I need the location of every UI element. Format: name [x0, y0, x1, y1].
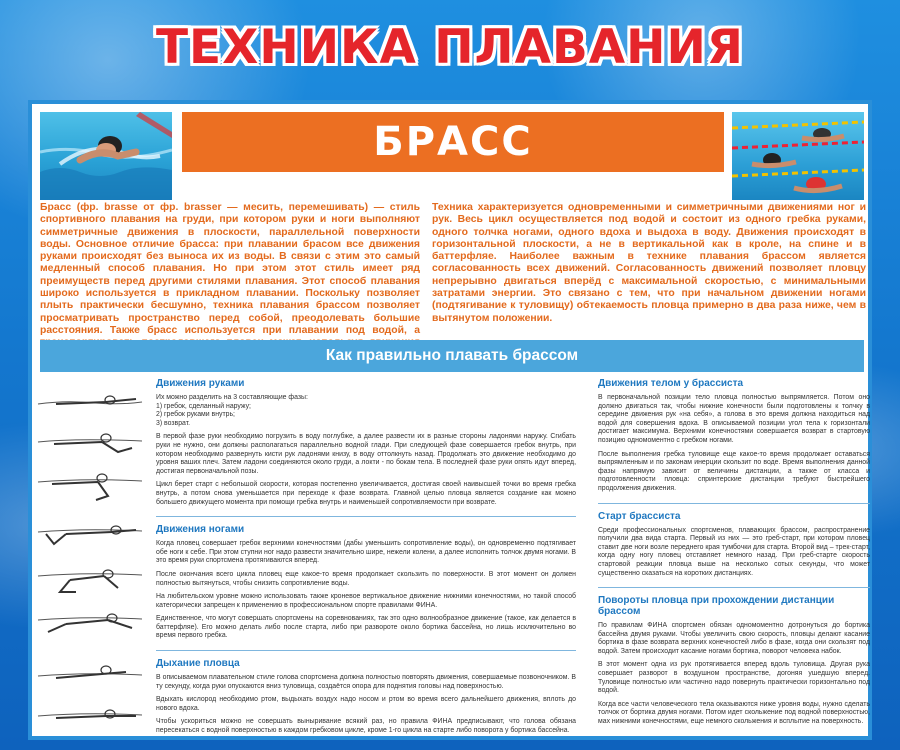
swimmer-figure-legs-1	[36, 518, 146, 558]
breathing-paragraph-3: Чтобы ускориться можно не совершать выныривание всякий раз, но правила ФИНА предписывают, что голова обязана пересекаться с водной поверхностью в каждом гребковом цикле, кроме 1-го цикла на старте либо поворота у бортика бассейна.	[156, 718, 576, 735]
legs-paragraph-2: После окончания всего цикла пловец еще какое-то время продолжает скользить по поверхности. В этот момент он должен полностью вытянуться, чтобы снизить сопротивление воды.	[156, 570, 576, 587]
body-movement-paragraph-1: В первоначальной позиции тело пловца полностью выпрямляется. Потом оно должно двигаться так, чтобы нижние конечности были подготовлены к толчку в середине движения рук «на себя», а голова в это время должна находиться над водой для совершения вдоха. В описываемой позиции угол тела к горизонтали достигает максимума. Верхними конечностями совершается возврат в стартовую позицию одномоментно с гребком ногами.	[598, 394, 870, 444]
swimmer-figure-arms-1	[36, 382, 146, 422]
body-movement-section	[598, 378, 870, 494]
divider	[598, 587, 870, 588]
turns-heading: Повороты пловца при прохождении дистанции брассом	[598, 595, 835, 618]
content-panel	[28, 100, 872, 740]
turns-section	[598, 595, 870, 727]
start-paragraph-1: Среди профессиональных спортсменов, плавающих брассом, распространение получили два вида старта. Первый из них — это греб-старт, при котором пловец ставит две ноги возле переднего края тумбочки для старта. Второй вид – трек-старт, когда одну ногу пловец отставляет немного назад. При греб-старте скорость стартовой реакции пловца выше на несколько сотых секунды, что может существенно сказаться на коротких дистанциях.	[598, 526, 870, 577]
stroke-name-banner: БРАСС	[182, 112, 724, 172]
breathing-heading: Дыхание пловца	[156, 658, 240, 670]
swimmer-figure-arms-2	[36, 424, 146, 464]
breathing-paragraph-1: В описываемом плавательном стиле голова спортсмена должна полностью повторять движения, совершаемые позвоночником. В ту секунду, когда руки опускаются вниз туловища, создаётся опора для поднятия головы над поверхностью.	[156, 674, 576, 690]
swimmer-figure-arms-3	[36, 466, 146, 506]
turns-paragraph-2: В этот момент одна из рук протягивается вперед вдоль туловища. Другая рука совершает разворот в воздушном пространстве, догоняя ушедшую вперед. Туловище полностью или частично надо повернуть практически горизонтально под водой.	[598, 661, 870, 695]
arms-paragraph-2: В первой фазе руки необходимо погрузить в воду поглубже, а далее развести их в разные стороны ладонями наружу. Сгибать руки не нужно, они должны располагаться параллельно водной глади. При следующей фазе совершается гребок внутрь, при котором необходимо развернуть кисти рук ладонями книзу, в воду оттолкнуть назад. Продолжать это движение необходимо до уровня ваших плеч. Затем ладони соединяются около груди, а локти - по бокам тела. В последней фазе руки опять идут вперед, достигая первоначальной позы.	[156, 433, 576, 475]
legs-paragraph-1: Когда пловец совершает гребок верхними конечностями (дабы уменьшить сопротивление воды), он одновременно подтягивает обе ноги к себе. При этом ступни ног надо развести значительно шире, нежели колени, а далее исполнить толчок двумя ногами. В это время руки спортсмена протягиваются вперед.	[156, 540, 576, 565]
start-section	[598, 511, 870, 579]
turns-paragraph-1: По правилам ФИНА спортсмен обязан одномоментно дотронуться до бортика бассейна двумя руками. Чтобы увеличить свою скорость, пловцы делают касание бортика в фазе возврата верхних конечностей либо в фазе, когда они скользят под водой. Затем происходит касание ногами бортика, поворот человека набок.	[598, 622, 870, 655]
legs-heading: Движения ногами	[156, 524, 245, 536]
swimmers-photo-right	[732, 112, 864, 200]
left-column	[36, 378, 576, 736]
legs-paragraph-4: Единственное, что могут совершать спортсмены на соревнованиях, так это одно волнообразное движение (такое, как делается в баттерфляе). Его можно делать либо после старта, либо при развороте около бортика бассейна, но лишь исключительно во время первого гребка.	[156, 615, 576, 640]
divider	[598, 503, 870, 504]
poster-title: ТЕХНИКА ПЛАВАНИЯ	[155, 20, 745, 75]
swimmer-photo-left	[40, 112, 172, 200]
turns-paragraph-3: Когда все части человеческого тела оказываются ниже уровня воды, нужно сделать толчок от бортика двумя ногами. Потом идет скольжение под водной поверхностью, мах нижними конечностями, еще немного скольжения и всплытие на поверхность.	[598, 700, 870, 726]
divider	[156, 516, 576, 517]
intro-text-right: Техника характеризуется одновременными и симметричными движениями ног и рук. Весь цикл осуществляется под водой и состоит из одного гребка руками, одного толчка ногами, одного вдоха и выдоха в воду. Движения происходят в горизонтальной плоскости, а не в вертикальной как в кроле, на спине и в баттерфляе. Наиболее важным в технике плавания брассом является согласованность всех движений. Согласованность движений позволяет пловцу непрерывно двигаться вперёд с максимальной скоростью, с минимальными затратами энергии. Это связано с тем, что при начальном движении ногами (подтягивание к туловищу) обтекаемость пловца примерно в два раза ниже, чем в вытянутом положении.	[432, 202, 866, 324]
divider	[156, 650, 576, 651]
arms-heading: Движения руками	[156, 378, 245, 389]
swimmer-figure-breath-1	[36, 658, 146, 698]
swimmer-figure-legs-2	[36, 562, 146, 602]
arms-paragraph-1: Их можно разделить на 3 составляющие фазы: 1) гребок, сделанный наружу; 2) гребок руками внутрь; 3) возврат.	[156, 394, 308, 427]
intro-text-left: Брасс (фр. brasse от фр. brasser — месить, перемешивать) — стиль спортивного плавания на груди, при котором руки и ноги выполняют симметричные движения в плоскости, параллельной поверхности воды. Основное отличие брасса: при плавании брасом все движения руками происходят без выноса их из воды. В связи с этим это самый медленный способ плавания. Но при этом этот стиль имеет ряд преимуществ перед другими стилями плавания. Этот способ плавания широко используется в прикладном плавании. Поскольку позволяет плыть практически бесшумно, техника плавания брассом позволяет просматривать пространство перед собой, преодолевать большие расстояния. Также брасс используется при плавании под водой, а	[40, 202, 420, 336]
body-movement-heading: Движения телом у брассиста	[598, 378, 744, 389]
swimmer-figure-breath-2	[36, 698, 146, 738]
right-column	[598, 378, 870, 727]
arms-paragraph-3: Цикл берет старт с небольшой скорости, которая постепенно увеличивается, достигая своей наивысшей точки во время гребка внутрь, а потом снова уменьшается при переходе к фазе возврата. Главной целью пловца является создание как можно большего движущего момента при помощи гребка внутрь и наименьшей сопротивляемости при возврате.	[156, 481, 576, 506]
swimmer-figure-legs-3	[36, 606, 146, 646]
start-heading: Старт брассиста	[598, 510, 681, 522]
section-title-bar: Как правильно плавать брассом	[40, 340, 864, 372]
breathing-paragraph-2: Вдыхать кислород необходимо ртом, выдыхать воздух надо носом и ртом во время всего дальнейшего движения, вплоть до нового вдоха.	[156, 696, 576, 712]
legs-paragraph-3: На любительском уровне можно использовать также кроневое вертикальное движение нижними конечностями, но такой способ категорически запрещен к применению в профессиональном спорте правилами ФИНА.	[156, 593, 576, 609]
body-movement-paragraph-2: После выполнения гребка туловище еще какое-то время продолжает оставаться выпрямленным и по законам инерции скользит по воде. Время выполнения данной фазы напрямую зависит от величины дистанции, а также от класса и подготовленности пловца: спринтерские дистанции требуют быстрейшего продолжения движения.	[598, 450, 870, 492]
